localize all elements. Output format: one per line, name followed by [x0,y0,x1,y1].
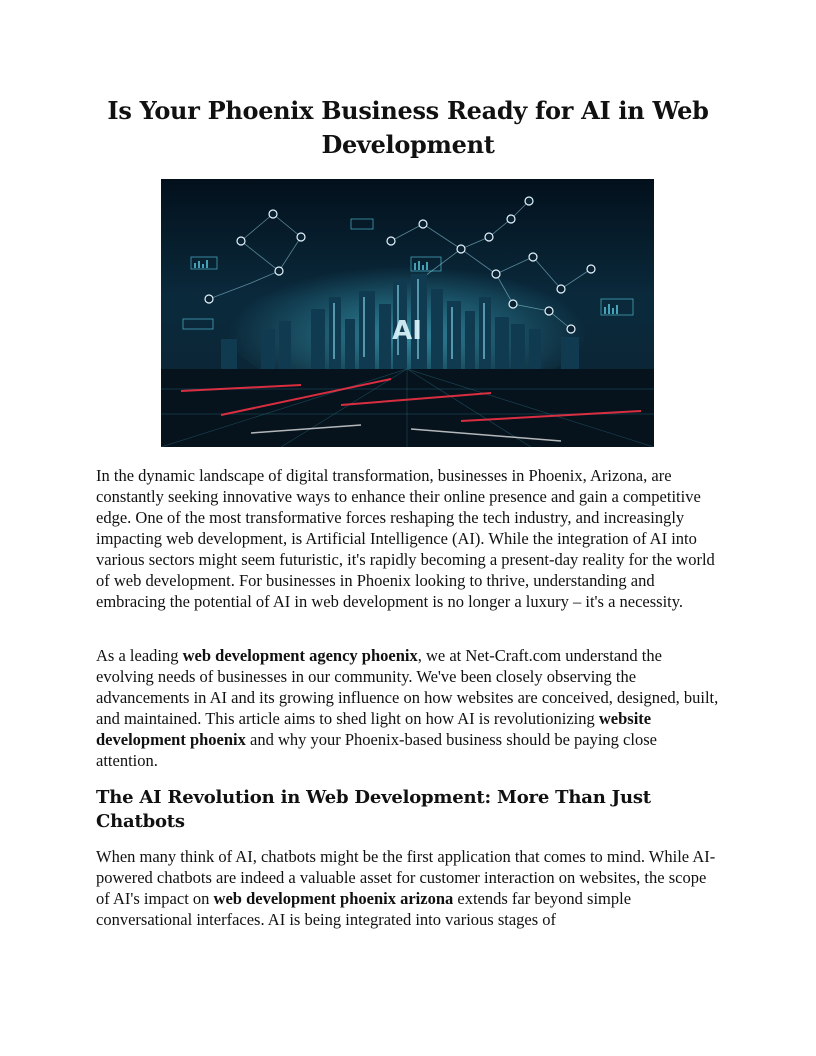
chatbots-paragraph-text [96,846,722,930]
agency-keyword-2: website development phoenix [96,709,652,749]
agency-paragraph [96,645,722,771]
chatbots-paragraph-part1: When many think of AI, chatbots might be the first application that comes to mind. While AI-powered chatbots are indeed a valuable asset for customer interaction on websites, the scope of AI's impact on [96,847,716,908]
intro-paragraph-text: In the dynamic landscape of digital transformation, businesses in Phoenix, Arizona, are constantly seeking innovative ways to enhance their online presence and gain a competitive edge. One of the most transformative forces reshaping the tech industry, and increasingly impacting web development, is Artificial Intelligence (AI). While the integration of AI into various sectors might seem futuristic, it's rapidly becoming a present-day reality for the world of web development. For businesses in Phoenix looking to thrive, understanding and embracing the potential of AI in web development is no longer a luxury – it's a necessity. [96,466,715,611]
intro-paragraph [96,465,722,612]
section-heading: The AI Revolution in Web Development: More Than Just Chatbots [96,787,651,832]
agency-paragraph-text [96,645,722,771]
chatbots-paragraph [96,846,722,930]
chatbots-paragraph-part2: extends far beyond simple conversational interfaces. AI is being integrated into various stages of [96,889,632,929]
agency-paragraph-part3: and why your Phoenix-based business should be paying close attention. [96,730,657,770]
agency-paragraph-part1: As a leading [96,646,183,665]
agency-keyword-1: web development agency phoenix [182,646,418,665]
page-title: Is Your Phoenix Business Ready for AI in Web Development [107,96,709,159]
hero-image [161,179,654,447]
agency-paragraph-part2: , we at Net-Craft.com understand the evolving needs of businesses in our community. We've been closely observing the advancements in AI and its growing influence on how websites are conceived, designed, built, and maintained. This article aims to shed light on how AI is revolutionizing [96,646,719,728]
hero-ai-label: AI [392,316,422,346]
ai-city-network-illustration-icon [161,179,654,447]
chatbots-keyword: web development phoenix arizona [213,889,454,908]
